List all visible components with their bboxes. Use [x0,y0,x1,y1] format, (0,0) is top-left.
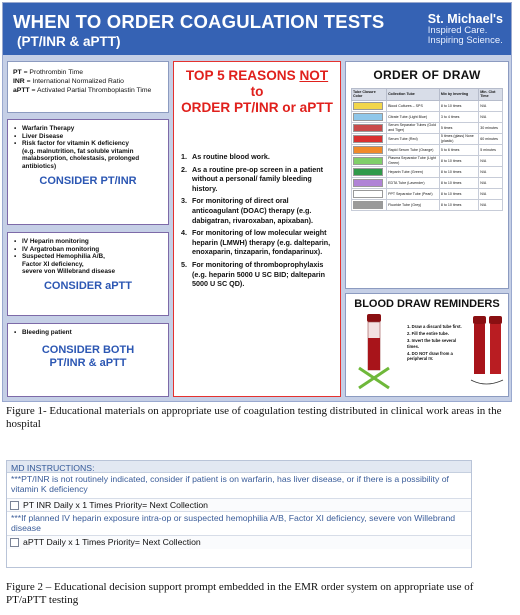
case-aptt-panel [7,232,169,316]
table-row [352,166,503,177]
order-row-pt-inr[interactable] [7,499,471,512]
tube-color-swatch [353,113,383,121]
aptt-checkbox[interactable] [10,538,19,547]
tube-color-swatch [353,124,383,132]
order-of-draw-table [351,88,503,211]
brand-logo [428,12,503,46]
consider-both [14,344,162,370]
tube-color-swatch [353,135,383,143]
tube-color-cell [352,111,387,122]
figure-1-caption: Figure 1- Educational materials on appropriate use of coagulation testing distributed in clinical work areas in the hospital [6,405,502,430]
tube-color-swatch [353,201,383,209]
order-label: aPTT Daily x 1 Times Priority= Next Collection [23,537,201,548]
table-cell: 8 to 10 times [439,166,478,177]
emr-note-pt: ***PT/INR is not routinely indicated, consider if patient is on warfarin, has liver disease, or if there is a possibility of vitamin K deficiency [7,473,471,499]
table-cell: EDTA Tube (Lavender) [387,177,440,188]
table-cell: N/A [479,100,503,111]
case-both-panel [7,323,169,397]
emr-note-aptt: ***If planned IV heparin exposure intra-op or suspected hemophilia A/B, Factor XI deficiency, severe von Willebrand disease [7,512,471,536]
table-cell: 8 to 10 times [439,188,478,199]
table-row [352,122,503,133]
reason-item: 4. For monitoring of low molecular weight heparin (LMWH) therapy (e.g. dalteparin, enoxaparin, tinzaparin, fondaparinux). [181,228,331,257]
poster-subtitle: (PT/INR & aPTT) [17,34,121,49]
case-detail: severe von Willebrand disease [22,268,116,276]
tube-color-swatch [353,157,383,165]
tube-color-swatch [353,102,383,110]
order-label: PT INR Daily x 1 Times Priority= Next Collection [23,499,208,510]
table-cell: N/A [479,166,503,177]
table-cell: Rapid Serum Tube (Orange) [387,144,440,155]
definition-pt: PT = Prothrombin Time [13,69,84,76]
order-of-draw-title: ORDER OF DRAW [373,68,481,82]
tube-color-cell [352,188,387,199]
table-cell: Plasma Separator Tube (Light Green) [387,155,440,166]
blood-draw-reminders-panel [345,293,509,397]
consider-aptt: CONSIDER aPTT [43,279,132,292]
tube-color-cell [352,133,387,144]
reasons-title: TOP 5 REASONS NOT to ORDER PT/INR or aPTT [181,68,333,115]
brand-tagline [428,26,503,46]
tube-cap-icon [473,316,486,324]
reminder-step: 3. Invert the tube several times. [407,338,457,349]
table-row [352,111,503,122]
consider-both-line-1: CONSIDER BOTH [41,343,135,356]
table-row [352,188,503,199]
reason-item: 5. For monitoring of thromboprophylaxis (e.g. heparin 5000 U SC BID; dalteparin 5000 U SC QD). [181,259,326,289]
tube-blood-icon [368,338,380,370]
poster-title: WHEN TO ORDER COAGULATION TESTS [13,11,385,32]
table-cell: 5 to 6 times [439,144,478,155]
case-item: ▪ IV Heparin monitoring [22,238,162,246]
column-header: Mix by Inverting [439,89,478,101]
order-of-draw-panel [345,61,509,289]
table-cell: N/A [479,177,503,188]
tube-color-cell [352,144,387,155]
reminders-title: BLOOD DRAW REMINDERS [354,298,500,310]
column-header: Tube Closure Color [352,89,387,101]
tube-cap-icon [367,314,381,322]
table-cell: 8 to 10 times [439,100,478,111]
consider-pt-inr: CONSIDER PT/INR [39,174,137,187]
table-cell: 5 times (glass) None (plastic) [439,133,478,144]
brand-name: St. Michael's [427,12,503,26]
reasons-panel [173,61,341,397]
table-cell: Blood Cultures – SPS [387,100,440,111]
column-header: Min. Clot Time [479,89,503,101]
coagulation-poster [2,2,512,402]
column-header: Collection Tube [387,89,440,101]
case-item: ▪ Suspected Hemophilia A/B, [22,253,162,261]
tube-cap-icon [489,316,502,324]
table-cell: 5 minutes [479,144,503,155]
tube-blood-icon [490,324,501,374]
check-mark-icon [359,368,389,388]
table-cell: N/A [479,155,503,166]
table-cell: 8 to 10 times [439,177,478,188]
tube-blood-icon [474,324,485,374]
tube-color-cell [352,122,387,133]
pt-inr-checkbox[interactable] [10,501,19,510]
reminder-step: 2. Fill the entire tube. [407,331,449,337]
case-pt-inr-panel [7,119,169,225]
case-item: ▪ Warfarin Therapy [22,125,162,133]
table-cell: 5 times [439,122,478,133]
table-cell: Heparin Tube (Green) [387,166,440,177]
table-cell: N/A [479,188,503,199]
tube-color-swatch [353,190,383,198]
table-row [352,177,503,188]
table-cell: PPT Separator Tube (Pearl) [387,188,440,199]
table-row [352,133,503,144]
tube-color-cell [352,199,387,210]
invert-arrow-icon [471,380,503,384]
tube-color-cell [352,155,387,166]
reason-item: 1. As routine blood work. [181,152,270,161]
table-cell: N/A [479,111,503,122]
emr-header: MD INSTRUCTIONS: [7,461,471,473]
definitions-panel [7,61,169,113]
tube-color-cell [352,100,387,111]
definition-inr: INR = International Normalized Ratio [13,78,124,86]
case-detail: (e.g. malnutrition, fat soluble vitamin malabsorption, cholestasis, prolonged antibiotics) [22,147,140,170]
emr-order-prompt [6,460,472,568]
table-row [352,155,503,166]
reminder-steps [407,324,463,363]
table-cell: 8 to 10 times [439,199,478,210]
reason-item: 2. As a routine pre-op screen in a patient without a personal/ family bleeding history. [181,164,323,193]
reminder-step: 4. DO NOT draw from a peripheral IV. [407,350,453,362]
case-detail: Factor XI deficiency, [22,260,84,268]
tube-color-swatch [353,146,383,154]
tube-color-cell [352,166,387,177]
table-cell: 30 minutes [479,122,503,133]
table-row [352,199,503,210]
table-cell: 3 to 4 times [439,111,478,122]
table-cell: Fluoride Tube (Grey) [387,199,440,210]
case-item: ▪ Liver Disease [22,133,162,141]
tube-color-swatch [353,168,383,176]
reasons-list [181,152,333,289]
reason-item: 3. For monitoring of direct oral anticoagulant (DOAC) therapy (e.g. dabigatran, rivaroxaban, apixaban). [181,196,314,225]
figure-2-caption: Figure 2 – Educational decision support prompt embedded in the EMR order system on appropriate use of PT/aPTT testing [6,581,474,606]
table-header-row [352,89,503,101]
table-cell: 60 minutes [479,133,503,144]
table-cell: N/A [479,199,503,210]
table-cell: Serum Tube (Red) [387,133,440,144]
order-row-aptt[interactable] [7,536,471,549]
definition-aptt: aPTT = Activated Partial Thromboplastin Time [13,87,152,95]
poster-banner [3,3,511,55]
case-item: ▪ Bleeding patient [22,329,162,337]
tube-color-swatch [353,179,383,187]
reminder-step: 1. Draw a discard tube first. [407,324,462,329]
case-item: ▪ IV Argatroban monitoring [22,246,162,254]
table-cell: Serum Separator Tubes (Gold and Tiger) [387,122,440,133]
consider-both-line-2: PT/INR & aPTT [49,356,127,369]
reminders-body [351,310,503,392]
tube-color-cell [352,177,387,188]
brand-tagline-2: Inspiring Science. [427,35,503,46]
table-row [352,100,503,111]
table-cell: Citrate Tube (Light Blue) [387,111,440,122]
brand-tagline-1: Inspired Care. [427,25,488,36]
table-cell: 8 to 10 times [439,155,478,166]
case-item: ▪ Risk factor for vitamin K deficiency [22,140,162,148]
table-row [352,144,503,155]
